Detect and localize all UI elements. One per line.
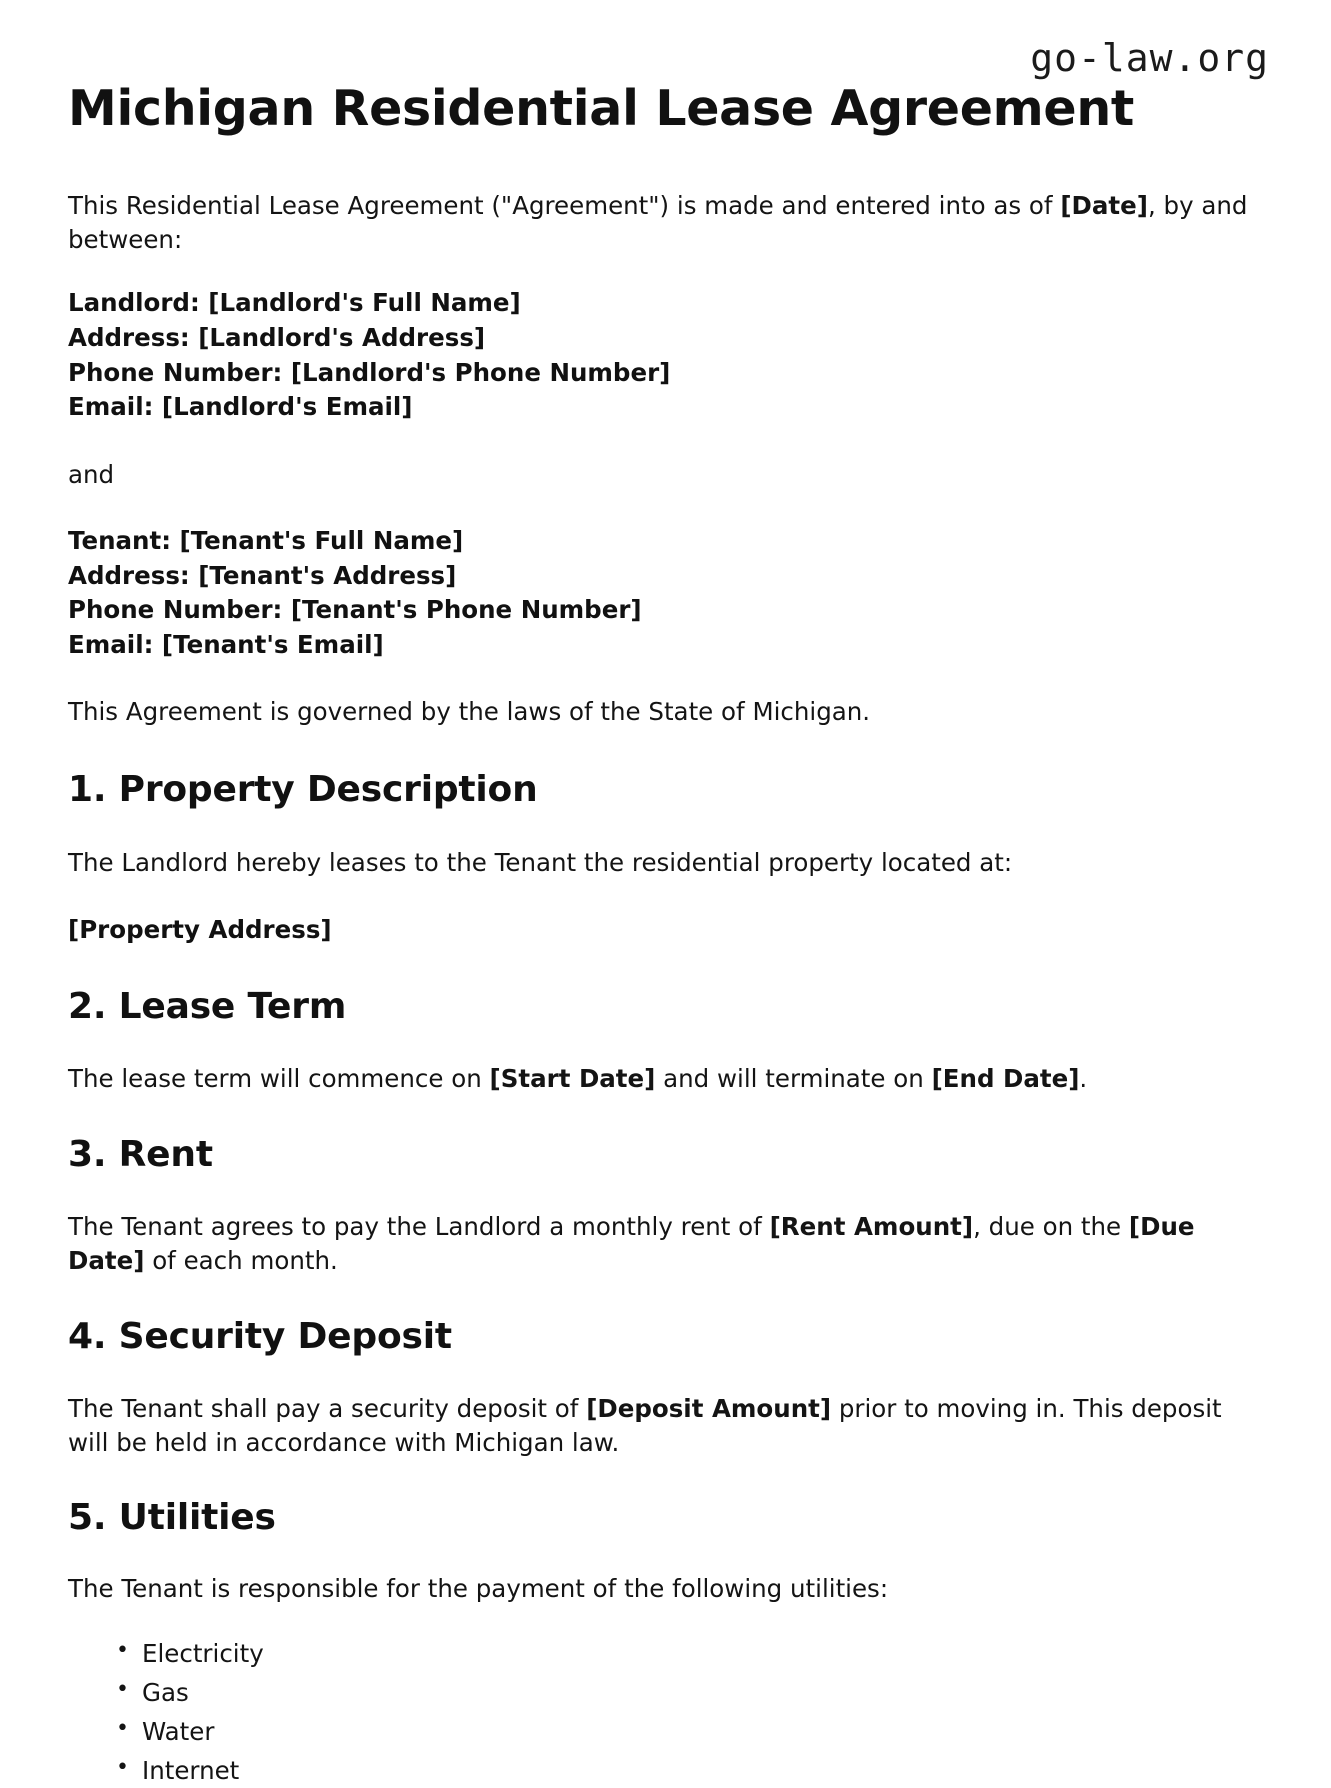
landlord-info-block: [68, 286, 1269, 424]
section-heading-property-description: 1. Property Description: [68, 769, 538, 811]
bullet-icon: •: [116, 1754, 129, 1780]
utilities-list: [68, 1637, 1269, 1787]
landlord-name-line: Landlord: [Landlord's Full Name]: [68, 288, 521, 318]
governing-law-paragraph: This Agreement is governed by the laws of the State of Michigan.: [68, 696, 871, 726]
list-item-label: Water: [142, 1716, 215, 1746]
site-watermark: go-law.org: [1030, 36, 1269, 80]
page-title: Michigan Residential Lease Agreement: [68, 80, 1135, 137]
bullet-icon: •: [116, 1638, 129, 1664]
due-date-placeholder: [Due Date]: [68, 1212, 1195, 1275]
list-item: [116, 1637, 1269, 1671]
tenant-name-line: Tenant: [Tenant's Full Name]: [68, 526, 464, 556]
list-item-label: Electricity: [142, 1639, 264, 1669]
utilities-paragraph: The Tenant is responsible for the payment of the following utilities:: [68, 1573, 889, 1603]
bullet-icon: •: [116, 1677, 129, 1703]
deposit-amount-placeholder: [Deposit Amount]: [586, 1393, 832, 1423]
lease-term-paragraph: [68, 1062, 1269, 1096]
section-heading-lease-term: 2. Lease Term: [68, 985, 347, 1027]
rent-text-1: The Tenant agrees to pay the Landlord a monthly rent of: [68, 1212, 770, 1241]
section-heading-utilities: 5. Utilities: [68, 1497, 276, 1539]
intro-text-before-date: This Residential Lease Agreement ("Agreement") is made and entered into as of: [68, 190, 1061, 220]
list-item: [116, 1754, 1269, 1788]
start-date-placeholder: [Start Date]: [489, 1064, 656, 1094]
bullet-icon: •: [116, 1715, 129, 1741]
security-deposit-paragraph: [68, 1392, 1269, 1460]
intro-paragraph: [68, 189, 1269, 257]
tenant-info-block: [68, 524, 1269, 662]
property-address-placeholder: [Property Address]: [68, 915, 332, 945]
lease-term-text-3: .: [1079, 1064, 1088, 1094]
conjunction-and: and: [68, 459, 115, 489]
rent-paragraph: [68, 1210, 1269, 1278]
security-deposit-text-2: prior to moving in. This deposit will be held in accordance with Michigan law.: [68, 1393, 1222, 1457]
rent-text-2: , due on the: [973, 1212, 1129, 1241]
security-deposit-text-1: The Tenant shall pay a security deposit of: [68, 1393, 587, 1423]
property-description-paragraph: The Landlord hereby leases to the Tenant the residential property located at:: [68, 847, 1013, 877]
section-heading-security-deposit: 4. Security Deposit: [68, 1315, 452, 1357]
landlord-address-line: Address: [Landlord's Address]: [68, 323, 486, 352]
tenant-address-line: Address: [Tenant's Address]: [68, 560, 457, 590]
intro-text-after-date: , by and between:: [68, 190, 1248, 254]
rent-text-3: of each month.: [144, 1245, 338, 1275]
landlord-email-line: Email: [Landlord's Email]: [68, 392, 413, 422]
tenant-phone-line: Phone Number: [Tenant's Phone Number]: [68, 595, 642, 625]
list-item-label: Internet: [142, 1755, 240, 1785]
section-heading-rent: 3. Rent: [68, 1133, 213, 1175]
list-item-label: Gas: [142, 1678, 189, 1708]
date-placeholder: [Date]: [1060, 190, 1148, 220]
end-date-placeholder: [End Date]: [931, 1064, 1080, 1094]
lease-term-text-2: and will terminate on: [655, 1064, 932, 1094]
landlord-phone-line: Phone Number: [Landlord's Phone Number]: [68, 357, 671, 387]
list-item: [116, 1715, 1269, 1749]
lease-term-text-1: The lease term will commence on: [68, 1064, 490, 1094]
tenant-email-line: Email: [Tenant's Email]: [68, 629, 384, 659]
rent-amount-placeholder: [Rent Amount]: [769, 1212, 974, 1241]
list-item: [116, 1676, 1269, 1710]
